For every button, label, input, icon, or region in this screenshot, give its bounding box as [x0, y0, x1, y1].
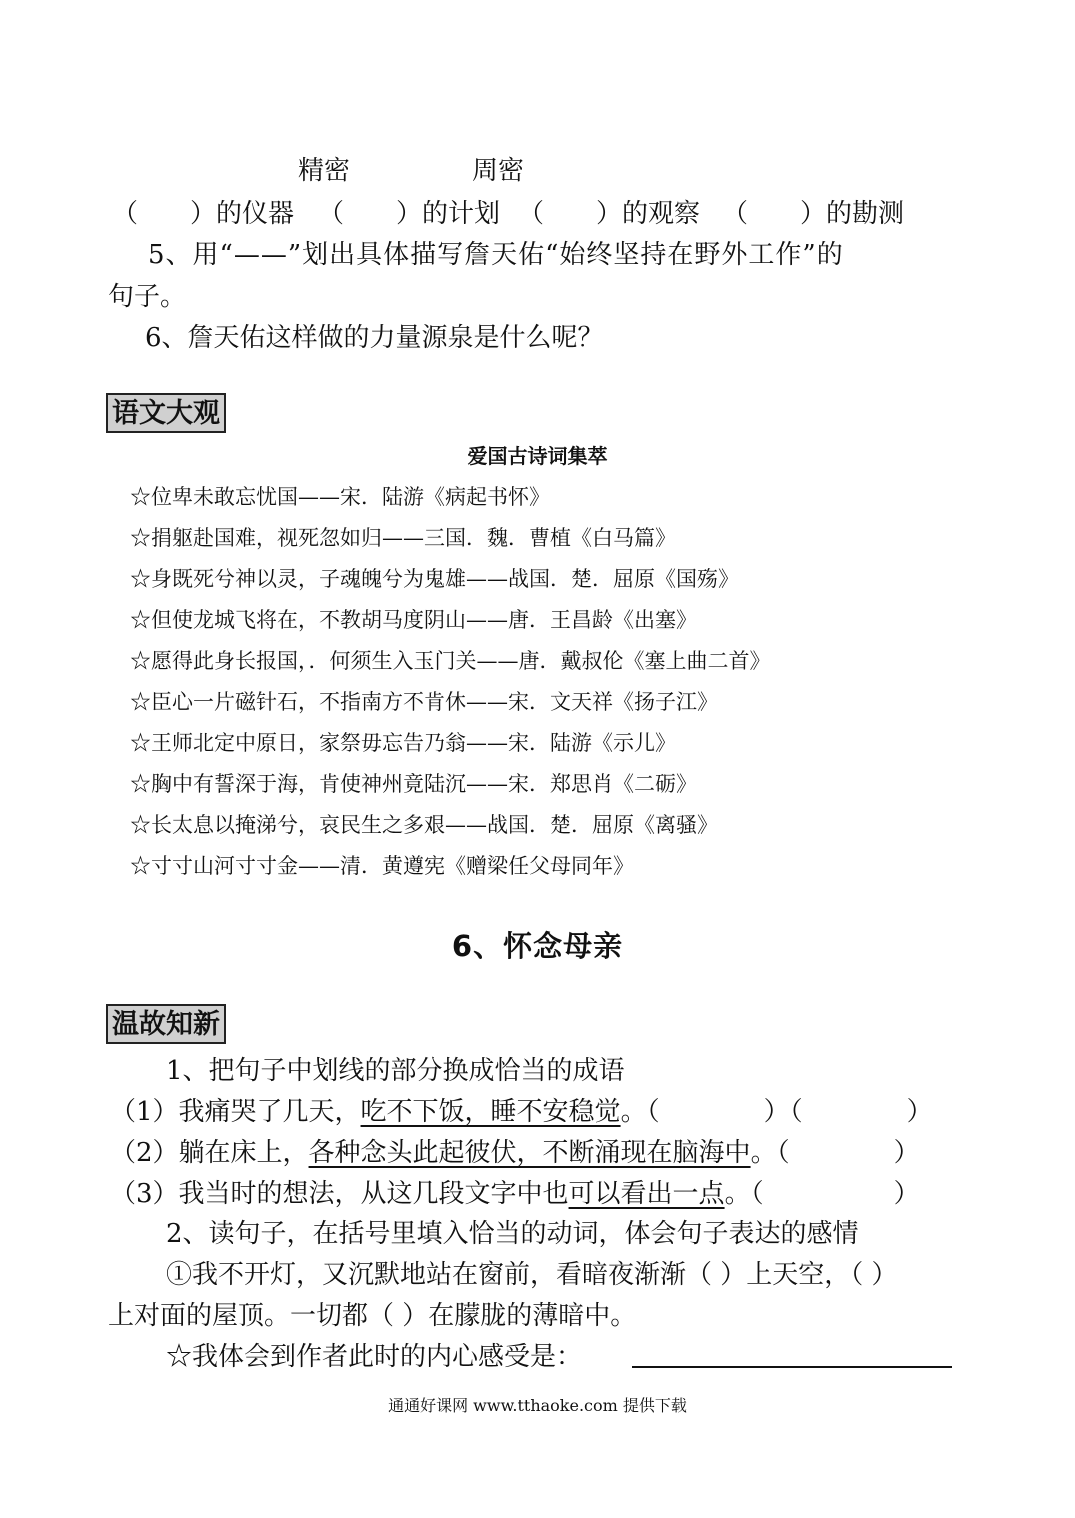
lesson-title: 6、怀念母亲 — [451, 929, 624, 963]
poem-line: ☆胸中有誓深于海，肯使神州竟陆沉——宋．郑思肖《二砺》 — [130, 772, 697, 796]
sentence-text: （2）躺在床上， — [110, 1138, 309, 1168]
answer-blank-line[interactable] — [632, 1366, 952, 1368]
poem-line: ☆长太息以掩涕兮，哀民生之多艰——战国．楚．屈原《离骚》 — [130, 813, 718, 837]
poem-line: ☆但使龙城飞将在，不教胡马度阴山——唐．王昌龄《出塞》 — [130, 608, 697, 632]
poem-collection-title: 爱国古诗词集萃 — [467, 444, 608, 468]
underlined-phrase: 各种念头此起彼伏，不断涌现在脑海中 — [308, 1138, 751, 1168]
poem-line: ☆臣心一片磁针石，不指南方不肯休——宋．文天祥《扬子江》 — [130, 690, 718, 714]
question-6: 6、詹天佑这样做的力量源泉是什么呢？ — [145, 323, 604, 353]
exercise-1-sentence-2 — [110, 1132, 920, 1169]
poem-line: ☆捐躯赴国难，视死忽如归——三国．魏．曹植《白马篇》 — [130, 526, 676, 550]
sentence-text: （1）我痛哭了几天， — [110, 1097, 361, 1127]
fill-item-3: （ ）的观察 — [518, 199, 701, 229]
fill-item-4: （ ）的勘测 — [722, 199, 905, 229]
exercise-2-line-1: ①我不开灯，又沉默地站在窗前，看暗夜渐渐（ ）上天空，（ ） — [166, 1260, 898, 1290]
answer-blanks: 。（ ） — [724, 1179, 920, 1209]
underlined-phrase: 可以看出一点 — [568, 1179, 725, 1209]
question-5-line1: 5、用“——”划出具体描写詹天佑“始终坚持在野外工作”的 — [148, 240, 844, 270]
poem-line: ☆寸寸山河寸寸金——清．黄遵宪《赠梁任父母同年》 — [130, 854, 634, 878]
exercise-1-sentence-1 — [110, 1091, 933, 1128]
fill-item-1: （ ）的仪器 — [112, 199, 295, 229]
poem-line: ☆愿得此身长报国，．何须生入玉门关——唐．戴叔伦《塞上曲二首》 — [130, 649, 771, 673]
exercise-1-sentence-3 — [110, 1173, 920, 1210]
question-5-line2: 句子。 — [108, 282, 187, 312]
poem-line: ☆身既死兮神以灵，子魂魄兮为鬼雄——战国．楚．屈原《国殇》 — [130, 567, 739, 591]
section-title-wengu: 温故知新 — [106, 1004, 226, 1044]
word-jingmi: 精密 — [298, 156, 351, 186]
fill-item-2: （ ）的计划 — [318, 199, 501, 229]
poem-line: ☆王师北定中原日，家祭毋忘告乃翁——宋．陆游《示儿》 — [130, 731, 676, 755]
word-zhoumi: 周密 — [472, 156, 525, 186]
underlined-phrase: 吃不下饭，睡不安稳觉 — [360, 1097, 621, 1127]
answer-blanks: 。（ ） — [750, 1138, 920, 1168]
exercise-2-line-2: 上对面的屋顶。一切都（ ）在朦胧的薄暗中。 — [108, 1301, 637, 1331]
section-title-yuwen: 语文大观 — [106, 393, 226, 433]
poem-line: ☆位卑未敢忘忧国——宋．陆游《病起书怀》 — [130, 485, 550, 509]
footer-credit: 通通好课网 www.tthaoke.com 提供下载 — [388, 1396, 687, 1415]
exercise-2-prompt: 2、读句子，在括号里填入恰当的动词，体会句子表达的感情 — [166, 1219, 859, 1249]
feeling-prompt: ☆我体会到作者此时的内心感受是： — [166, 1342, 583, 1372]
sentence-text: （3）我当时的想法，从这几段文字中也 — [110, 1179, 569, 1209]
answer-blanks: 。（ ）（ ） — [620, 1097, 933, 1127]
exercise-1-prompt: 1、把句子中划线的部分换成恰当的成语 — [166, 1056, 625, 1086]
